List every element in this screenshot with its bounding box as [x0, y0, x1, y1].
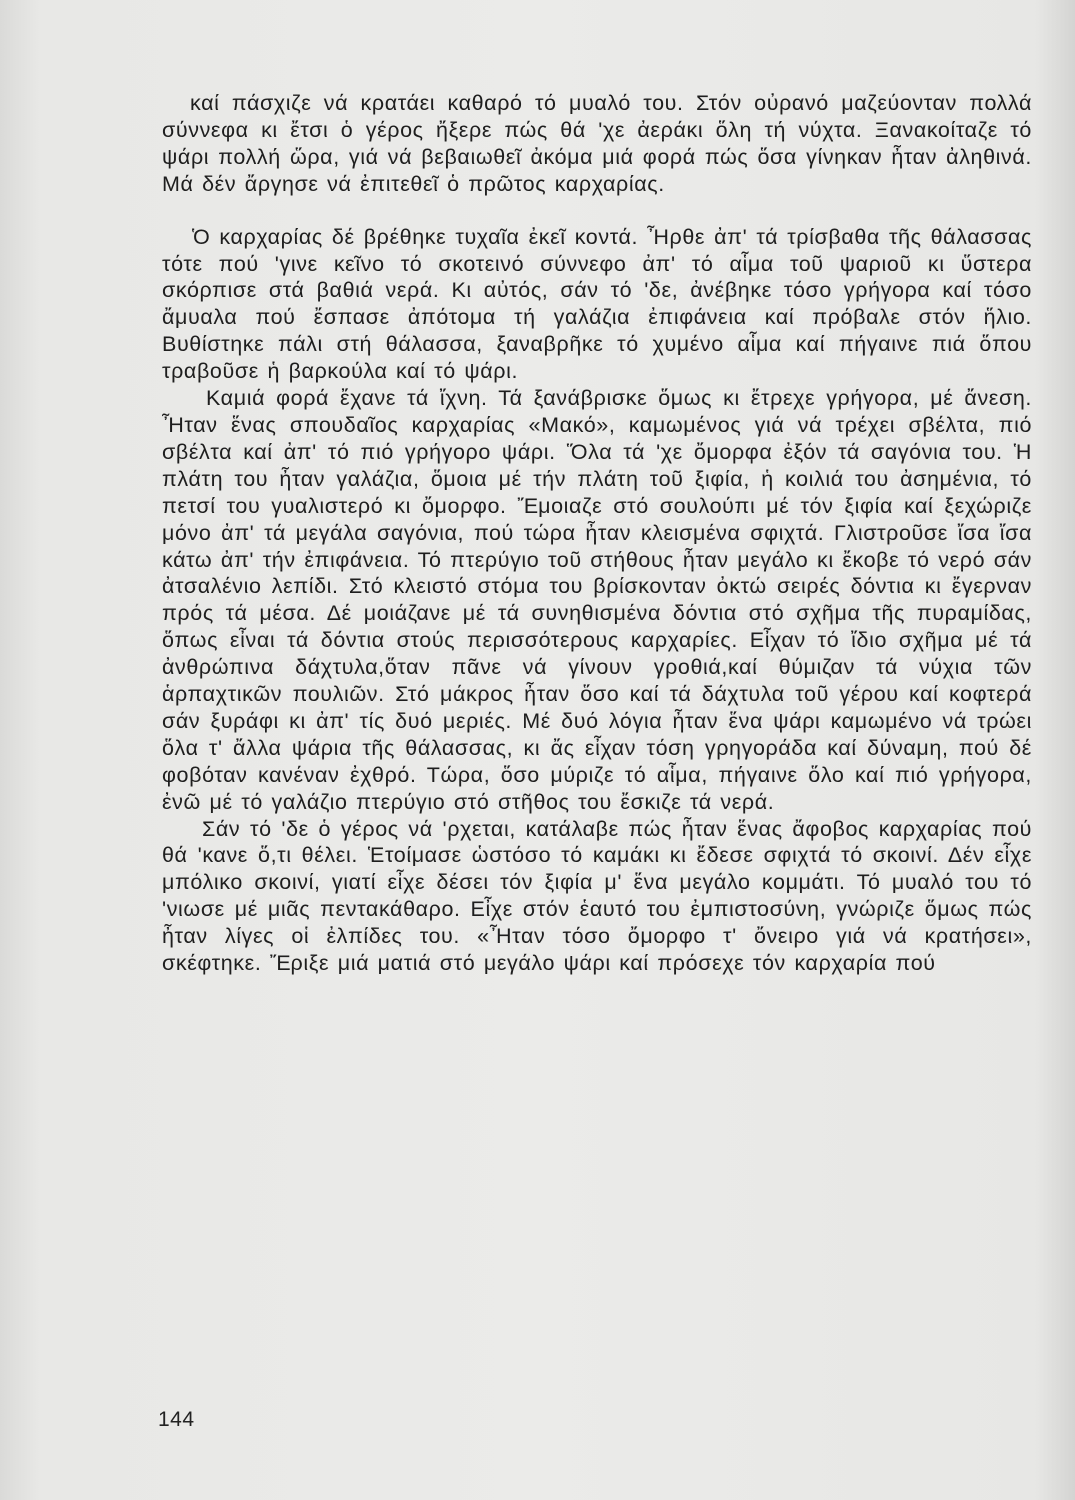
paragraph-2: Ὁ καρχαρίας δέ βρέθηκε τυχαῖα ἐκεῖ κοντά. Ἦρθε ἀπ' τά τρίσβαθα τῆς θάλασσας τότε πού 'γινε κεῖνο τό σκοτεινό σύννεφο ἀπ' τό αἷμα τοῦ ψαριοῦ κι ὕστερα σκόρπισε στά βαθιά νερά. Κι αὐτός, σάν τό 'δε, ἀνέβηκε τόσο γρήγορα καί τόσο ἄμυαλα πού ἔσπασε ἀπότομα τή γαλάζια ἐπιφάνεια καί πρόβαλε στόν ἥλιο. Βυθίστηκε πάλι στή θάλασσα, ξαναβρῆκε τό χυμένο αἷμα καί πήγαινε πιά ὅπου τραβοῦσε ἡ βαρκούλα καί τό ψάρι.	[162, 224, 1032, 384]
paragraph-4: Σάν τό 'δε ὁ γέρος νά 'ρχεται, κατάλαβε πώς ἦταν ἕνας ἄφοβος καρχαρίας πού θά 'κανε ὅ,τι θέλει. Ἑτοίμασε ὡστόσο τό καμάκι κι ἔδεσε σφιχτά τό σκοινί. Δέν εἶχε μπόλικο σκοινί, γιατί εἶχε δέσει τόν ξιφία μ' ἕνα μεγάλο κομμάτι. Τό μυαλό του τό 'νιωσε μέ μιᾶς πεντακάθαρο. Εἶχε στόν ἑαυτό του ἐμπιστοσύνη, γνώριζε ὅμως πώς ἦταν λίγες οἱ ἐλπίδες του. «Ἦταν τόσο ὄμορφο τ' ὄνειρο γιά νά κρατήσει», σκέφτηκε. Ἔριξε μιά ματιά στό μεγάλο ψάρι καί πρόσεχε τόν καρχαρία πού	[162, 816, 1032, 976]
paragraph-1: καί πάσχιζε νά κρατάει καθαρό τό μυαλό του. Στόν οὐρανό μαζεύονταν πολλά σύννεφα κι ἔτσι ὁ γέρος ἤξερε πώς θά 'χε ἀεράκι ὅλη τή νύχτα. Ξανακοίταζε τό ψάρι πολλή ὥρα, γιά νά βεβαιωθεῖ ἀκόμα μιά φορά πώς ὅσα γίνηκαν ἦταν ἀληθινά. Μά δέν ἄργησε νά ἐπιτεθεῖ ὁ πρῶτος καρχαρίας.	[162, 91, 1032, 196]
page-number: 144	[158, 1408, 195, 1431]
body-text	[162, 90, 1032, 977]
paragraph-3: Καμιά φορά ἔχανε τά ἴχνη. Τά ξανάβρισκε ὅμως κι ἔτρεχε γρήγορα, μέ ἄνεση. Ἦταν ἕνας σπουδαῖος καρχαρίας «Μακό», καμωμένος γιά νά τρέχει σβέλτα, πιό σβέλτα καί ἀπ' τό πιό γρήγορο ψάρι. Ὅλα τά 'χε ὄμορφα ἐξόν τά σαγόνια του. Ἡ πλάτη του ἦταν γαλάζια, ὅμοια μέ τήν πλάτη τοῦ ξιφία, ἡ κοιλιά του ἀσημένια, τό πετσί του γυαλιστερό κι ὄμορφο. Ἔμοιαζε στό σουλούπι μέ τόν ξιφία καί ξεχώριζε μόνο ἀπ' τά μεγάλα σαγόνια, πού τώρα ἦταν κλεισμένα σφιχτά. Γλιστροῦσε ἴσα ἴσα κάτω ἀπ' τήν ἐπιφάνεια. Τό πτερύγιο τοῦ στήθους ἦταν μεγάλο κι ἔκοβε τό νερό σάν ἀτσαλένιο λεπίδι. Στό κλειστό στόμα του βρίσκονταν ὀκτώ σειρές δόντια κι ἔγερναν πρός τά μέσα. Δέ μοιάζανε μέ τά συνηθισμένα δόντια στό σχῆμα τῆς πυραμίδας, ὅπως εἶναι τά δόντια στούς περισσότερους καρχαρίες. Εἶχαν τό ἴδιο σχῆμα μέ τά ἀνθρώπινα δάχτυλα,ὅταν πᾶνε νά γίνουν γροθιά,καί θύμιζαν τά νύχια τῶν ἁρπαχτικῶν πουλιῶν. Στό μάκρος ἦταν ὅσο καί τά δάχτυλα τοῦ γέρου καί κοφτερά σάν ξυράφι κι ἀπ' τίς δυό μεριές. Μέ δυό λόγια ἦταν ἕνα ψάρι καμωμένο νά τρώει ὅλα τ' ἄλλα ψάρια τῆς θάλασσας, κι ἄς εἶχαν τόση γρηγοράδα καί δύναμη, πού δέ φοβόταν κανέναν ἐχθρό. Τώρα, ὅσο μύριζε τό αἷμα, πήγαινε ὅλο καί πιό γρήγορα, ἐνῶ μέ τό γαλάζιο πτερύγιο στό στῆθος του ἔσκιζε τά νερά.	[162, 386, 1032, 814]
